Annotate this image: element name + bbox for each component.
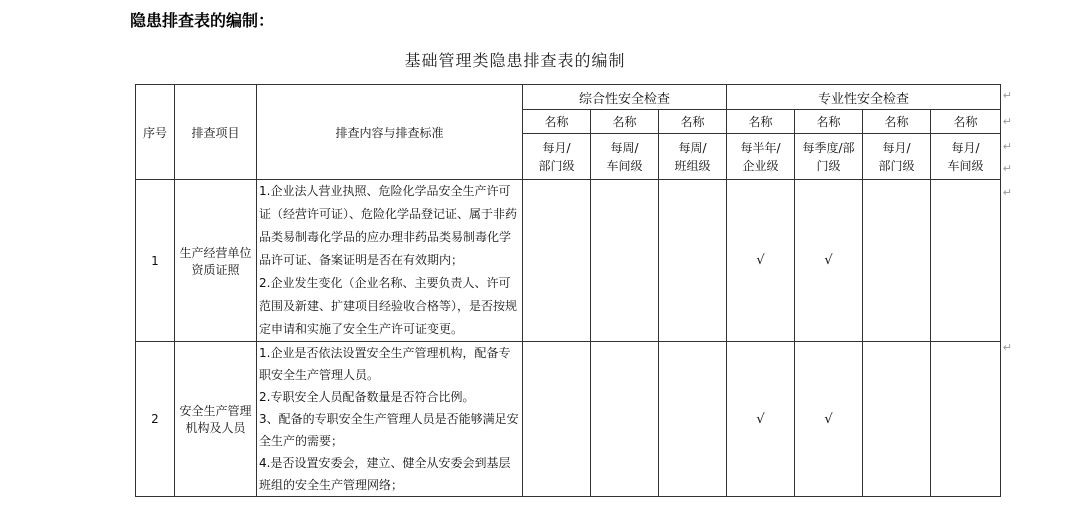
header-freq-3: 每周/ 班组级 (659, 134, 727, 180)
header-name-1: 名称 (523, 110, 591, 134)
check-cell (931, 180, 1001, 342)
paragraph-mark-icon: ↵ (1002, 115, 1012, 128)
header-row-groups (136, 85, 1001, 110)
header-item: 排查项目 (175, 85, 257, 180)
check-cell: √ (727, 342, 795, 497)
check-cell (863, 180, 931, 342)
row-seq: 2 (136, 342, 175, 497)
paragraph-mark-icon: ↵ (1002, 162, 1012, 175)
row-item: 安全生产管理机构及人员 (175, 342, 257, 497)
check-cell: √ (727, 180, 795, 342)
header-group-comprehensive: 综合性安全检查 (523, 85, 727, 110)
paragraph-mark-icon: ↵ (1002, 186, 1012, 199)
header-freq-2: 每周/ 车间级 (591, 134, 659, 180)
header-name-6: 名称 (863, 110, 931, 134)
check-cell (659, 342, 727, 497)
header-group-specialized: 专业性安全检查 (727, 85, 1001, 110)
check-cell (659, 180, 727, 342)
check-cell (591, 180, 659, 342)
check-cell (863, 342, 931, 497)
header-freq-6: 每月/ 部门级 (863, 134, 931, 180)
table-row (136, 180, 1001, 342)
section-heading: 隐患排查表的编制： (130, 11, 275, 30)
check-cell (931, 342, 1001, 497)
check-cell: √ (795, 342, 863, 497)
header-freq-7: 每月/ 车间级 (931, 134, 1001, 180)
header-name-7: 名称 (931, 110, 1001, 134)
paragraph-mark-icon: ↵ (1002, 341, 1012, 354)
header-freq-4: 每半年/ 企业级 (727, 134, 795, 180)
header-seq: 序号 (136, 85, 175, 180)
row-content: 1.企业是否依法设置安全生产管理机构，配备专职安全生产管理人员。 2.专职安全人员配备数量是否符合比例。 3、配备的专职安全生产管理人员是否能够满足安全生产的需要； 4.是否设置安委会，建立、健全从安委会到基层班组的安全生产管理网络； (257, 342, 523, 497)
header-name-2: 名称 (591, 110, 659, 134)
document-title: 基础管理类隐患排查表的编制 (404, 51, 626, 70)
paragraph-mark-icon: ↵ (1002, 140, 1012, 153)
header-name-5: 名称 (795, 110, 863, 134)
check-cell (523, 180, 591, 342)
paragraph-mark-icon: ↵ (1002, 89, 1012, 102)
header-freq-1: 每月/ 部门级 (523, 134, 591, 180)
check-cell: √ (795, 180, 863, 342)
header-freq-5: 每季度/部 门级 (795, 134, 863, 180)
header-content: 排查内容与排查标准 (257, 85, 523, 180)
inspection-table (135, 84, 1001, 497)
table-row (136, 342, 1001, 497)
row-item: 生产经营单位资质证照 (175, 180, 257, 342)
row-seq: 1 (136, 180, 175, 342)
row-content: 1.企业法人营业执照、危险化学品安全生产许可证（经营许可证）、危险化学品登记证、属于非药品类易制毒化学品的应办理非药品类易制毒化学品许可证、备案证明是否在有效期内； 2.企业发生变化（企业名称、主要负责人、许可范围及新建、扩建项目经验收合格等），是否按规定申请和实施了安全生产许可证变更。 (257, 180, 523, 342)
header-name-3: 名称 (659, 110, 727, 134)
check-cell (591, 342, 659, 497)
header-name-4: 名称 (727, 110, 795, 134)
check-cell (523, 342, 591, 497)
